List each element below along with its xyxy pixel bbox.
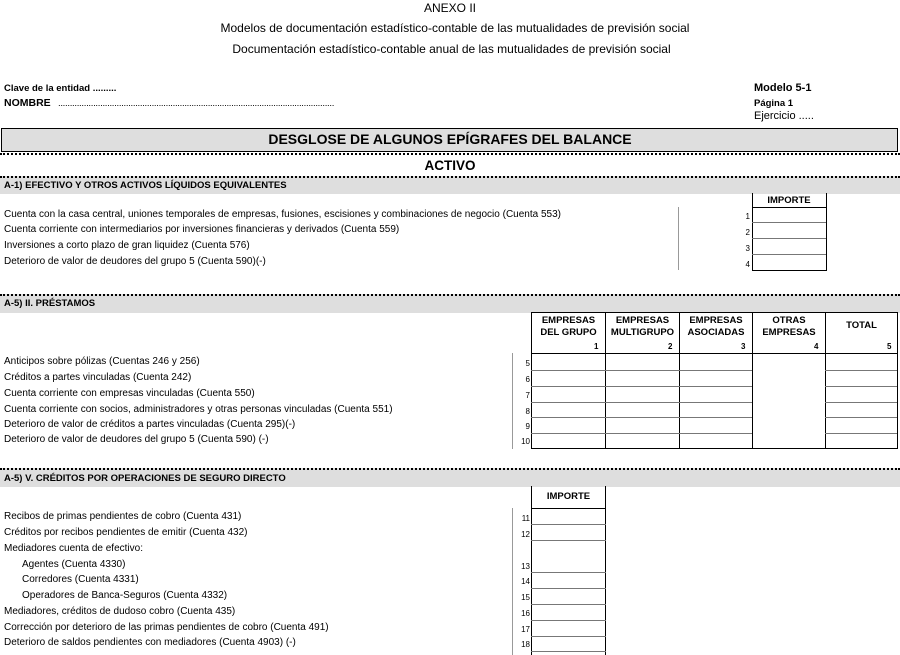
section3-row-number: 14 xyxy=(521,577,530,586)
column-header-line2: DEL GRUPO xyxy=(540,327,597,338)
section3-row-number: 17 xyxy=(521,625,530,634)
column-header-total: TOTAL xyxy=(846,320,877,331)
section1-row-label: Cuenta corriente con intermediarios por inversiones financieras y derivados (Cuenta 559) xyxy=(4,224,400,235)
section2-row-number: 7 xyxy=(525,391,530,400)
divider xyxy=(531,524,606,525)
column-header-multigrupo xyxy=(605,315,680,339)
section3-row-label: Mediadores, créditos de dudoso cobro (Cuenta 435) xyxy=(4,606,236,617)
section1-row-number: 3 xyxy=(745,244,750,253)
section3-row-label: Deterioro de saldos pendientes con mediadores (Cuenta 4903) (-) xyxy=(4,637,296,648)
divider xyxy=(531,433,752,434)
divider xyxy=(531,402,752,403)
model-number: Modelo 5-1 xyxy=(754,82,812,94)
section3-amount-column xyxy=(531,486,606,655)
column-header-grupo xyxy=(531,315,606,339)
section1-row-label: Cuenta con la casa central, uniones temporales de empresas, fusiones, escisiones y combinaciones de negocio (Cuenta 553) xyxy=(4,209,561,220)
divider xyxy=(512,508,513,655)
section1-row-number: 1 xyxy=(745,212,750,221)
divider xyxy=(752,270,826,271)
column-header-line1: EMPRESAS xyxy=(615,315,670,326)
document-title: Modelos de documentación estadístico-contable de las mutualidades de previsión social xyxy=(220,21,690,35)
dotted-divider xyxy=(0,153,900,155)
column-header-line1: OTRAS xyxy=(772,315,806,326)
divider xyxy=(752,222,826,223)
divider xyxy=(531,508,606,509)
document-subtitle: Documentación estadístico-contable anual de las mutualidades de previsión social xyxy=(232,42,671,56)
section3-row-label: Mediadores cuenta de efectivo: xyxy=(4,543,143,554)
column-number: 4 xyxy=(814,342,819,351)
fiscal-year-field: Ejercicio ..... xyxy=(754,110,814,122)
divider xyxy=(531,588,606,589)
divider xyxy=(825,417,897,418)
divider xyxy=(825,386,897,387)
section2-row-label: Cuenta corriente con empresas vinculadas (Cuenta 550) xyxy=(4,388,255,399)
divider xyxy=(531,312,898,313)
column-header-asociadas xyxy=(679,315,753,339)
divider xyxy=(897,312,898,449)
column-header-line1: EMPRESAS xyxy=(541,315,596,326)
entity-key-field: Clave de la entidad ......... xyxy=(4,83,117,94)
section2-row-number: 10 xyxy=(521,437,530,446)
section3-row-number: 16 xyxy=(521,609,530,618)
section3-row-number: 18 xyxy=(521,640,530,649)
section1-row-label: Inversiones a corto plazo de gran liquidez (Cuenta 576) xyxy=(4,240,250,251)
section2-row-label: Cuenta corriente con socios, administradores y otras personas vinculadas (Cuenta 551) xyxy=(4,404,393,415)
section3-amount-header: IMPORTE xyxy=(546,491,591,502)
divider xyxy=(531,448,898,449)
section2-row-number: 6 xyxy=(525,375,530,384)
section3-row-label: Operadores de Banca-Seguros (Cuenta 4332) xyxy=(22,590,228,601)
section1-title: A-1) EFECTIVO Y OTROS ACTIVOS LÍQUIDOS EQUIVALENTES xyxy=(4,180,287,191)
divider xyxy=(512,353,513,449)
section2-row-label: Anticipos sobre pólizas (Cuentas 246 y 256) xyxy=(4,356,200,367)
section1-row-label: Deterioro de valor de deudores del grupo 5 (Cuenta 590)(-) xyxy=(4,256,266,267)
divider xyxy=(531,370,752,371)
section3-row-label: Corrección por deterioro de las primas pendientes de cobro (Cuenta 491) xyxy=(4,622,329,633)
section3-row-number: 15 xyxy=(521,593,530,602)
section2-row-label: Deterioro de valor de créditos a partes vinculadas (Cuenta 295)(-) xyxy=(4,419,296,430)
section3-row-number: 12 xyxy=(521,530,530,539)
section2-title: A-5) II. PRÉSTAMOS xyxy=(4,298,96,309)
divider xyxy=(531,620,606,621)
divider xyxy=(752,238,826,239)
column-number: 5 xyxy=(887,342,892,351)
divider xyxy=(825,370,897,371)
section3-row-label: Agentes (Cuenta 4330) xyxy=(22,559,126,570)
divider xyxy=(531,636,606,637)
section3-row-label: Recibos de primas pendientes de cobro (Cuenta 431) xyxy=(4,511,242,522)
section2-row-number: 8 xyxy=(525,407,530,416)
divider xyxy=(752,207,826,208)
section3-title: A-5) V. CRÉDITOS POR OPERACIONES DE SEGURO DIRECTO xyxy=(4,473,286,484)
page-number: Página 1 xyxy=(754,98,794,109)
divider xyxy=(752,254,826,255)
column-header-line2: ASOCIADAS xyxy=(687,327,745,338)
activo-heading: ACTIVO xyxy=(424,158,476,173)
section1-amount-header: IMPORTE xyxy=(767,195,811,206)
section2-row-label: Deterioro de valor de deudores del grupo 5 (Cuenta 590) (-) xyxy=(4,434,269,445)
column-number: 3 xyxy=(741,342,746,351)
column-header-line2: EMPRESAS xyxy=(762,327,816,338)
divider xyxy=(531,540,606,541)
column-number: 1 xyxy=(594,342,599,351)
annex-label: ANEXO II xyxy=(423,1,476,15)
column-header-otras xyxy=(752,315,826,339)
section3-row-label: Créditos por recibos pendientes de emitir (Cuenta 432) xyxy=(4,527,248,538)
divider xyxy=(825,433,897,434)
divider xyxy=(531,572,606,573)
divider xyxy=(825,402,897,403)
section2-row-number: 5 xyxy=(525,359,530,368)
divider xyxy=(531,417,752,418)
section2-band xyxy=(0,294,900,313)
column-number: 2 xyxy=(668,342,673,351)
divider xyxy=(531,604,606,605)
section3-row-number: 13 xyxy=(521,562,530,571)
divider xyxy=(531,386,752,387)
main-title: DESGLOSE DE ALGUNOS EPÍGRAFES DEL BALANCE xyxy=(268,131,632,147)
divider xyxy=(531,651,606,652)
section3-row-number: 11 xyxy=(521,514,530,523)
entity-name-label: NOMBRE xyxy=(4,97,51,109)
divider xyxy=(531,353,898,354)
section2-row-number: 9 xyxy=(525,422,530,431)
column-header-line1: EMPRESAS xyxy=(689,315,743,326)
section2-row-label: Créditos a partes vinculadas (Cuenta 242) xyxy=(4,372,192,383)
section1-row-number: 2 xyxy=(745,228,750,237)
section1-row-number: 4 xyxy=(745,260,750,269)
column-header-line2: MULTIGRUPO xyxy=(610,327,675,338)
section3-row-label: Corredores (Cuenta 4331) xyxy=(22,574,139,585)
entity-name-dots: ...................................................................................................................... xyxy=(58,98,335,109)
divider xyxy=(678,207,679,270)
